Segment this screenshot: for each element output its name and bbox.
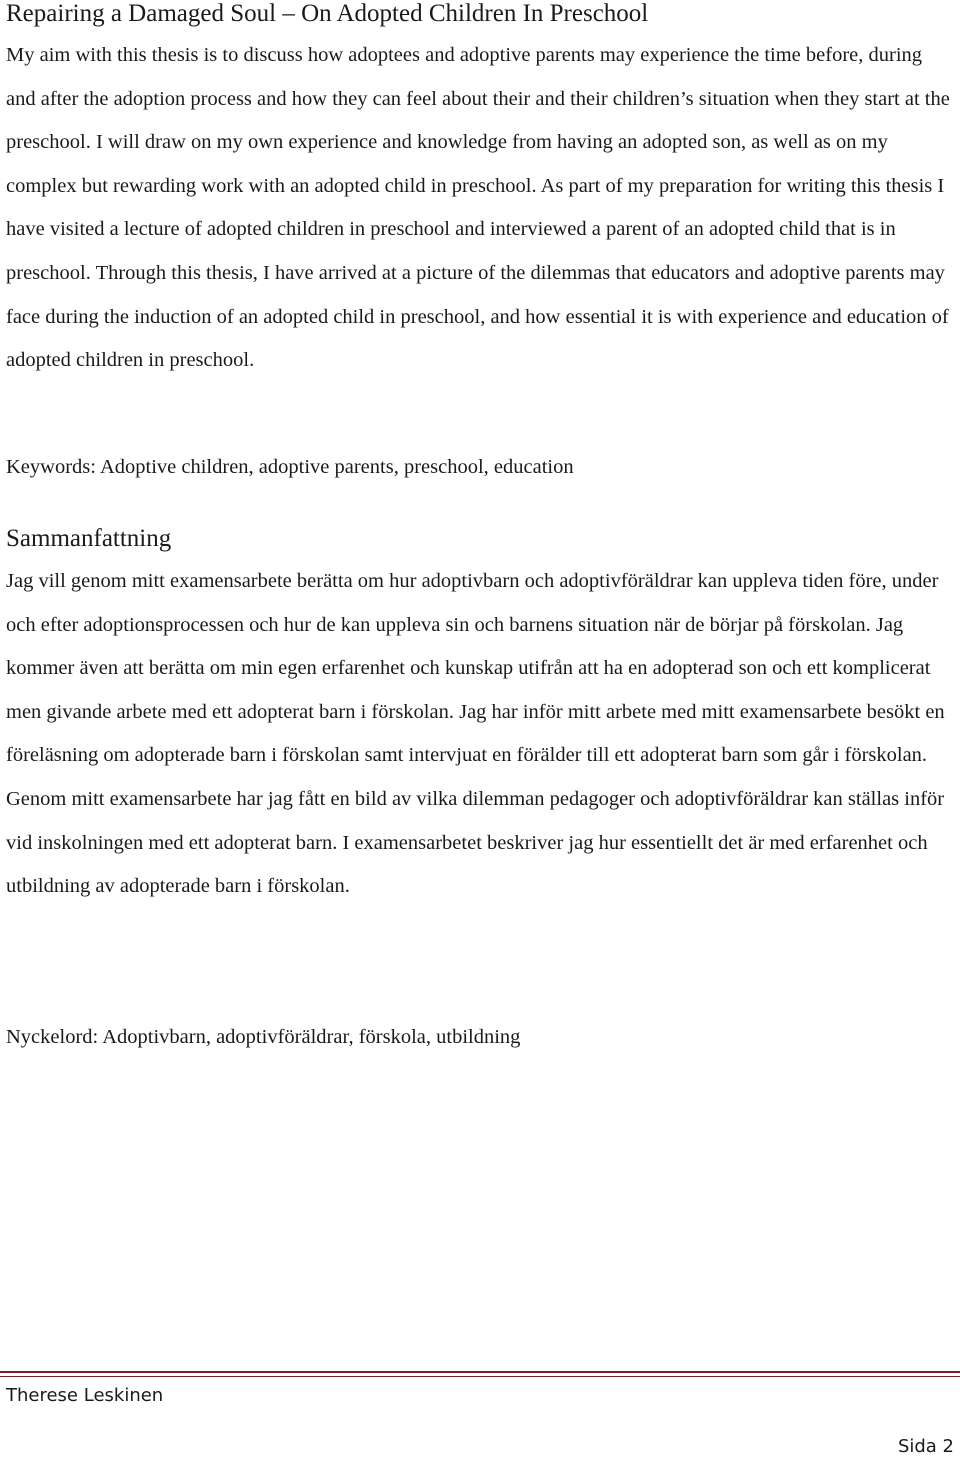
keywords-english: Keywords: Adoptive children, adoptive parents, preschool, education <box>6 456 574 478</box>
footer-author: Therese Leskinen <box>6 1385 164 1406</box>
keywords-swedish: Nyckelord: Adoptivbarn, adoptivföräldrar, förskola, utbildning <box>6 1026 521 1048</box>
footer-rule <box>0 1371 960 1373</box>
document-title: Repairing a Damaged Soul – On Adopted Children In Preschool <box>6 0 649 27</box>
footer-rule-thin <box>0 1376 960 1377</box>
abstract-english: My aim with this thesis is to discuss how adoptees and adoptive parents may experience the time before, during and after the adoption process and how they can feel about their and their children’s situation when they start at the preschool. I will draw on my own experience and knowledge from having an adopted son, as well as on my complex but rewarding work with an adopted child in preschool. As part of my preparation for writing this thesis I have visited a lecture of adopted children in preschool and interviewed a parent of an adopted child that is in preschool. Through this thesis, I have arrived at a picture of the dilemmas that educators and adoptive parents may face during the induction of an adopted child in preschool, and how essential it is with experience and education of adopted children in preschool. <box>6 44 950 372</box>
summary-heading: Sammanfattning <box>6 525 172 552</box>
abstract-swedish: Jag vill genom mitt examensarbete berätta om hur adoptivbarn och adoptivföräldrar kan uppleva tiden före, under och efter adoptionsprocessen och hur de kan uppleva sin och barnens situation när de börjar på förskolan. Jag kommer även att berätta om min egen erfarenhet och kunskap utifrån att ha en adopterad son och ett komplicerat men givande arbete med ett adopterat barn i förskolan. Jag har inför mitt arbete med mitt examensarbete besökt en föreläsning om adopterade barn i förskolan samt intervjuat en förälder till ett adopterat barn som går i förskolan. Genom mitt examensarbete har jag fått en bild av vilka dilemman pedagoger och adoptivföräldrar kan ställas inför vid inskolningen med ett adopterat barn. I examensarbetet beskriver jag hur essentiellt det är med erfarenhet och utbildning av adopterade barn i förskolan. <box>6 570 945 898</box>
footer-page-number: Sida 2 <box>897 1436 954 1457</box>
